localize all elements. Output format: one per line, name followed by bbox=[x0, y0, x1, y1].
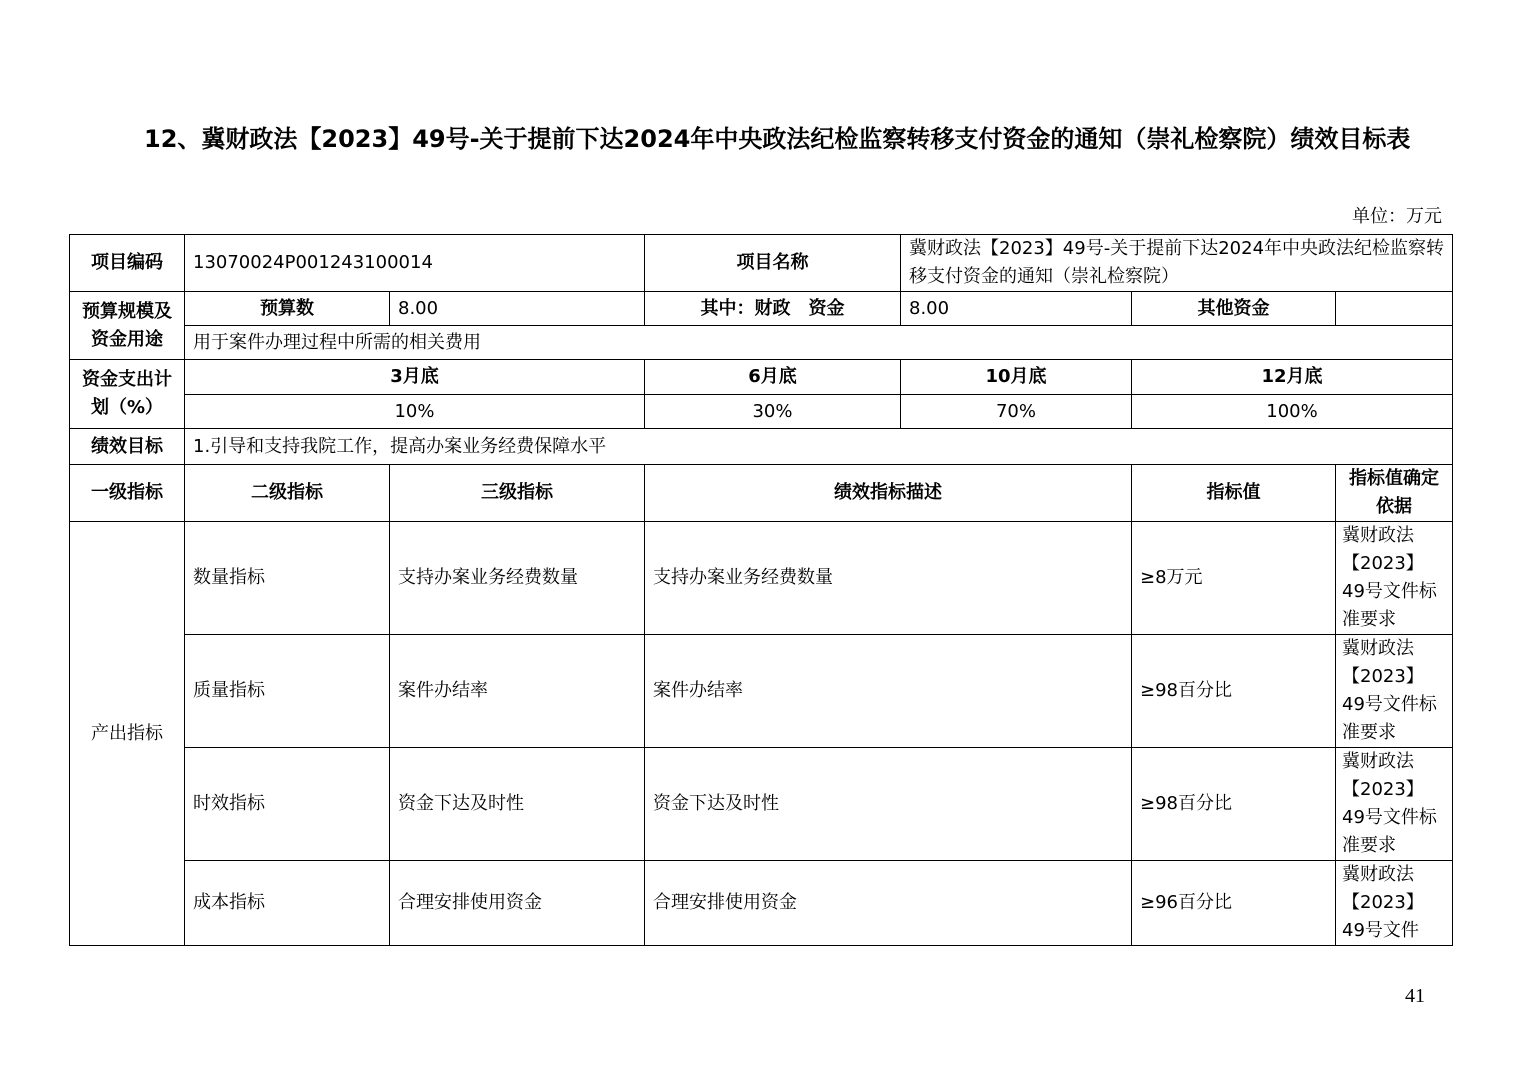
budget-label: 预算规模及资金用途 bbox=[70, 292, 185, 360]
project-code-value: 13070024P001243100014 bbox=[185, 235, 645, 292]
value-cell: ≥8万元 bbox=[1132, 522, 1336, 635]
header-basis: 指标值确定依据 bbox=[1336, 465, 1453, 522]
description-cell: 支持办案业务经费数量 bbox=[645, 522, 1132, 635]
plan-value-oct: 70% bbox=[901, 395, 1132, 429]
header-description: 绩效指标描述 bbox=[645, 465, 1132, 522]
fiscal-fund-value: 8.00 bbox=[901, 292, 1132, 326]
value-cell: ≥98百分比 bbox=[1132, 748, 1336, 861]
unit-label: 单位：万元 bbox=[1352, 206, 1442, 227]
table-row bbox=[70, 635, 1453, 748]
header-level1: 一级指标 bbox=[70, 465, 185, 522]
header-level2: 二级指标 bbox=[185, 465, 390, 522]
fiscal-fund-label: 其中：财政 资金 bbox=[645, 292, 901, 326]
basis-cell: 冀财政法【2023】49号文件标准要求 bbox=[1336, 748, 1453, 861]
basis-cell: 冀财政法【2023】49号文件 bbox=[1336, 861, 1453, 946]
level3-cell: 资金下达及时性 bbox=[390, 748, 645, 861]
basis-cell: 冀财政法【2023】49号文件标准要求 bbox=[1336, 522, 1453, 635]
value-cell: ≥98百分比 bbox=[1132, 635, 1336, 748]
goal-value: 1.引导和支持我院工作，提高办案业务经费保障水平 bbox=[185, 429, 1453, 465]
plan-value-dec: 100% bbox=[1132, 395, 1453, 429]
goal-label: 绩效目标 bbox=[70, 429, 185, 465]
level2-cell: 数量指标 bbox=[185, 522, 390, 635]
page-title: 12、冀财政法【2023】49号-关于提前下达2024年中央政法纪检监察转移支付资金的通知（崇礼检察院）绩效目标表 bbox=[144, 125, 1411, 153]
level3-cell: 支持办案业务经费数量 bbox=[390, 522, 645, 635]
table-row bbox=[70, 748, 1453, 861]
fund-usage: 用于案件办理过程中所需的相关费用 bbox=[185, 326, 1453, 360]
plan-header-dec: 12月底 bbox=[1132, 360, 1453, 395]
project-name-label: 项目名称 bbox=[645, 235, 901, 292]
level2-cell: 时效指标 bbox=[185, 748, 390, 861]
table-row bbox=[70, 522, 1453, 635]
spending-plan-label: 资金支出计划（%） bbox=[70, 360, 185, 429]
value-cell: ≥96百分比 bbox=[1132, 861, 1336, 946]
budget-count-label: 预算数 bbox=[185, 292, 390, 326]
level3-cell: 案件办结率 bbox=[390, 635, 645, 748]
project-code-label: 项目编码 bbox=[70, 235, 185, 292]
level2-cell: 质量指标 bbox=[185, 635, 390, 748]
plan-value-mar: 10% bbox=[185, 395, 645, 429]
basis-cell: 冀财政法【2023】49号文件标准要求 bbox=[1336, 635, 1453, 748]
description-cell: 合理安排使用资金 bbox=[645, 861, 1132, 946]
project-name-value: 冀财政法【2023】49号-关于提前下达2024年中央政法纪检监察转移支付资金的通知（崇礼检察院） bbox=[901, 235, 1453, 292]
other-fund-label: 其他资金 bbox=[1132, 292, 1336, 326]
header-level3: 三级指标 bbox=[390, 465, 645, 522]
plan-header-oct: 10月底 bbox=[901, 360, 1132, 395]
level2-cell: 成本指标 bbox=[185, 861, 390, 946]
level3-cell: 合理安排使用资金 bbox=[390, 861, 645, 946]
plan-header-mar: 3月底 bbox=[185, 360, 645, 395]
plan-value-jun: 30% bbox=[645, 395, 901, 429]
description-cell: 资金下达及时性 bbox=[645, 748, 1132, 861]
description-cell: 案件办结率 bbox=[645, 635, 1132, 748]
page-number: 41 bbox=[1405, 985, 1425, 1007]
performance-target-table bbox=[69, 234, 1453, 946]
budget-count-value: 8.00 bbox=[390, 292, 645, 326]
level1-output: 产出指标 bbox=[70, 522, 185, 946]
header-value: 指标值 bbox=[1132, 465, 1336, 522]
table-row bbox=[70, 861, 1453, 946]
other-fund-value bbox=[1336, 292, 1453, 326]
plan-header-jun: 6月底 bbox=[645, 360, 901, 395]
